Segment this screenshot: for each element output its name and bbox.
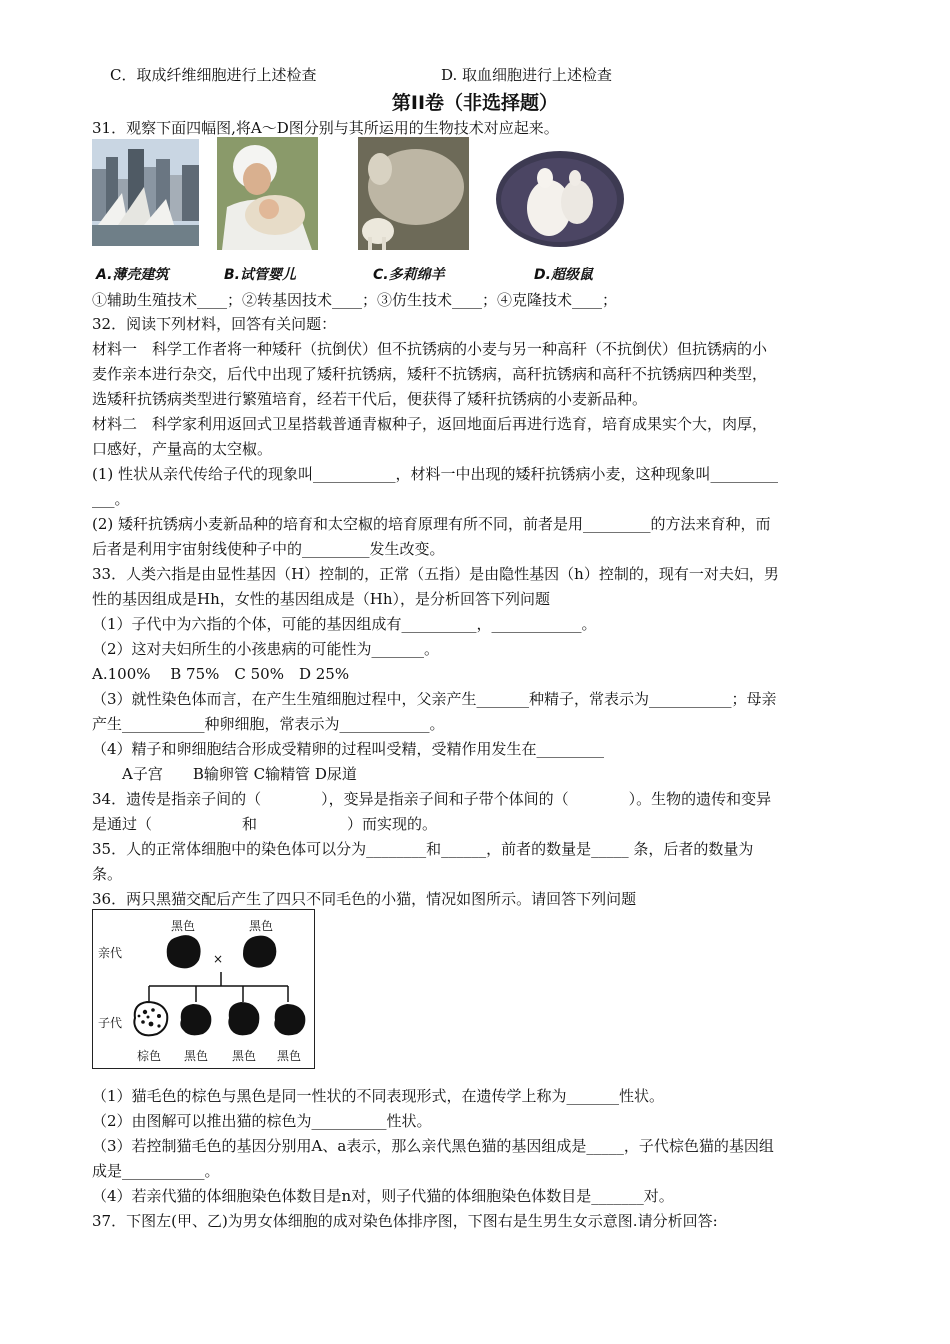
q33-sub2-options: A.100% B 75% C 50% D 25% (92, 665, 350, 683)
photo-test-tube-baby (217, 137, 318, 250)
option-d: D. 取血细胞进行上述检查 (441, 66, 613, 84)
child2-black-cat-icon (180, 1004, 211, 1035)
q32-sub2-line1: (2) 矮秆抗锈病小麦新品种的培育和太空椒的培育原理有所不同，前者是用_________的方法来育种，而 (92, 515, 771, 533)
cross-symbol: × (213, 952, 224, 966)
q32-stem: 32．阅读下列材料，回答有关问题： (92, 315, 337, 333)
q33-sub4-options: A子宫 B输卵管 C输精管 D尿道 (122, 765, 357, 783)
q33-sub3-line1: （3）就性染色体而言，在产生生殖细胞过程中，父亲产生_______种精子，常表示为___________；母亲 (92, 690, 777, 708)
q35-line2: 条。 (92, 865, 123, 883)
child3-color-label: 黑色 (232, 1049, 257, 1063)
caption-a: A.薄壳建筑 (96, 267, 169, 283)
q31-options: ①辅助生殖技术____；②转基因技术____；③仿生技术____；④克隆技术____； (92, 291, 618, 309)
caption-c: C.多莉绵羊 (373, 267, 445, 283)
q35-line1: 35．人的正常体细胞中的染色体可以分为________和______，前者的数量是_____ 条，后者的数量为 (92, 840, 754, 858)
child-generation-label: 子代 (98, 1016, 123, 1030)
q36-sub2: （2）由图解可以推出猫的棕色为__________性状。 (92, 1112, 432, 1130)
option-c: C．取成纤维细胞进行上述检查 (110, 66, 317, 84)
q36-sub3-line2: 成是___________。 (92, 1162, 220, 1180)
q33-sub4: （4）精子和卵细胞结合形成受精卵的过程叫受精，受精作用发生在_________ (92, 740, 605, 758)
q36-sub4: （4）若亲代猫的体细胞染色体数目是n对，则子代猫的体细胞染色体数目是_______对。 (92, 1187, 674, 1205)
q36-sub1: （1）猫毛色的棕色与黑色是同一性状的不同表现形式，在遗传学上称为_______性状。 (92, 1087, 665, 1105)
section-title: 第II卷（非选择题） (391, 92, 559, 114)
q32-material1-line3: 选矮秆抗锈病类型进行繁殖培育，经若干代后，便获得了矮秆抗锈病的小麦新品种。 (92, 390, 648, 408)
parent2-color-label: 黑色 (249, 919, 274, 933)
q33-line1: 33．人类六指是由显性基因（H）控制的，正常（五指）是由隐性基因（h）控制的，现有一对夫妇，男 (92, 565, 779, 583)
child3-black-cat-icon (228, 1002, 259, 1035)
caption-d: D.超级鼠 (534, 267, 593, 283)
cat-inheritance-figure (92, 909, 315, 1069)
q31-stem: 31．观察下面四幅图,将A～D图分别与其所运用的生物技术对应起来。 (92, 119, 559, 137)
photo-dolly-sheep (358, 137, 469, 250)
caption-b: B.试管婴儿 (224, 267, 296, 283)
q32-material2-line2: 口感好，产量高的太空椒。 (92, 440, 273, 458)
parent2-cat-icon (243, 936, 276, 968)
photo-super-mouse (493, 144, 627, 250)
parent1-cat-icon (167, 935, 201, 968)
q36-stem: 36．两只黑猫交配后产生了四只不同毛色的小猫，情况如图所示。请回答下列问题 (92, 890, 637, 908)
q34-line2: 是通过（ 和 ）而实现的。 (92, 815, 438, 833)
q32-sub1-line1: (1) 性状从亲代传给子代的现象叫___________，材料一中出现的矮秆抗锈病小麦，这种现象叫_________ (92, 465, 779, 483)
q33-sub3-line2: 产生___________种卵细胞，常表示为____________。 (92, 715, 445, 733)
q33-sub2: （2）这对夫妇所生的小孩患病的可能性为_______。 (92, 640, 440, 658)
q32-material1-line1: 材料一 科学工作者将一种矮秆（抗倒伏）但不抗锈病的小麦与另一种高秆（不抗倒伏）但抗锈病的小 (92, 340, 768, 358)
q36-sub3-line1: （3）若控制猫毛色的基因分别用A、a表示，那么亲代黑色猫的基因组成是_____，子代棕色猫的基因组 (92, 1137, 774, 1155)
child1-brown-spotted-cat-icon (134, 1002, 167, 1035)
q32-material2-line1: 材料二 科学家利用返回式卫星搭载普通青椒种子，返回地面后再进行选育，培育成果实个大，肉厚， (92, 415, 768, 433)
family-tree-lines (149, 972, 288, 1002)
q33-line2: 性的基因组成是Hh，女性的基因组成是（Hh），是分析回答下列问题 (92, 590, 550, 608)
child4-color-label: 黑色 (277, 1049, 302, 1063)
parent1-color-label: 黑色 (171, 919, 196, 933)
child2-color-label: 黑色 (184, 1049, 209, 1063)
parent-generation-label: 亲代 (98, 946, 123, 960)
q32-sub1-line2: ___。 (92, 490, 130, 508)
photo-opera-house (92, 139, 199, 246)
q32-material1-line2: 麦作亲本进行杂交，后代中出现了矮秆抗锈病，矮秆不抗锈病，高秆抗锈病和高秆不抗锈病四种类型， (92, 365, 768, 383)
q33-sub1: （1）子代中为六指的个体，可能的基因组成有__________，____________。 (92, 615, 597, 633)
q32-sub2-line2: 后者是利用宇宙射线使种子中的_________发生改变。 (92, 540, 445, 558)
q34-line1: 34．遗传是指亲子间的（ ），变异是指亲子间和子带个体间的（ ）。生物的遗传和变异 (92, 790, 772, 808)
q37-stem: 37．下图左(甲、乙)为男女体细胞的成对染色体排序图，下图右是生男生女示意图.请分析回答: (92, 1212, 718, 1230)
child1-color-label: 棕色 (137, 1049, 162, 1063)
child4-black-cat-icon (274, 1004, 305, 1035)
